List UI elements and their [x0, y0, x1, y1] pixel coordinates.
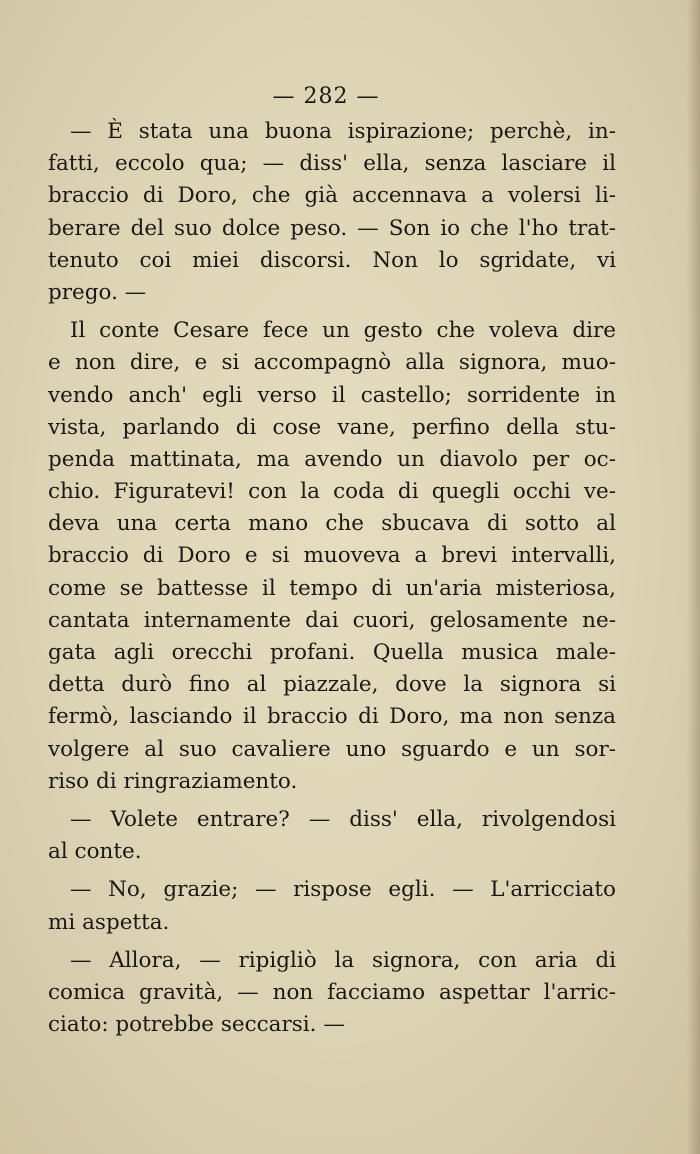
text-line: — È stata una buona ispirazione; perchè, in-: [70, 119, 616, 144]
text-line: fatti, eccolo qua; — diss' ella, senza lasciare il: [48, 151, 616, 177]
body-text: [48, 116, 616, 1047]
text-line: mi aspetta.: [48, 909, 170, 935]
text-line: berare del suo dolce peso. — Son io che l'ho trat-: [48, 215, 616, 241]
text-line: Il conte Cesare fece un gesto che voleva dire: [70, 318, 616, 344]
text-line: tenuto coi miei discorsi. Non lo sgridate, vi: [48, 247, 616, 273]
text-line: vista, parlando di cose vane, perfino della stu-: [48, 414, 616, 440]
text-line: penda mattinata, ma avendo un diavolo per oc-: [48, 446, 616, 472]
text-line: volgere al suo cavaliere uno sguardo e un sor-: [48, 736, 616, 762]
text-line: fermò, lasciando il braccio di Doro, ma non senza: [48, 704, 616, 730]
text-line: deva una certa mano che sbucava di sotto al: [48, 511, 616, 537]
text-line: riso di ringraziamento.: [48, 768, 298, 794]
paragraph: [48, 804, 616, 868]
paragraph: [48, 116, 616, 309]
text-line: come se battesse il tempo di un'aria misteriosa,: [48, 575, 616, 601]
paragraph: [48, 874, 616, 938]
page-number: — 282 —: [272, 84, 380, 109]
text-line: — Allora, — ripigliò la signora, con aria di: [70, 947, 616, 973]
text-line: detta durò fino al piazzale, dove la signora si: [48, 672, 616, 698]
paragraph: [48, 945, 616, 1042]
text-line: chio. Figuratevi! con la coda di quegli occhi ve-: [48, 479, 616, 505]
text-line: cantata internamente dai cuori, gelosamente ne-: [48, 607, 616, 633]
text-line: — No, grazie; — rispose egli. — L'arricciato: [70, 877, 616, 903]
paragraph: [48, 315, 616, 798]
text-line: braccio di Doro, che già accennava a volersi li-: [48, 183, 616, 209]
text-line: e non dire, e si accompagnò alla signora, muo-: [48, 350, 616, 376]
text-line: ciato: potrebbe seccarsi. —: [48, 1012, 345, 1038]
page-edge-shadow: [686, 0, 700, 1154]
text-line: al conte.: [48, 839, 142, 865]
text-line: — Volete entrare? — diss' ella, rivolgendosi: [70, 806, 616, 832]
text-line: vendo anch' egli verso il castello; sorridente in: [48, 382, 616, 408]
text-line: braccio di Doro e si muoveva a brevi intervalli,: [48, 543, 616, 569]
text-line: comica gravità, — non facciamo aspettar l'arric-: [48, 979, 616, 1005]
text-line: gata agli orecchi profani. Quella musica male-: [48, 640, 616, 665]
text-line: prego. —: [48, 279, 147, 305]
